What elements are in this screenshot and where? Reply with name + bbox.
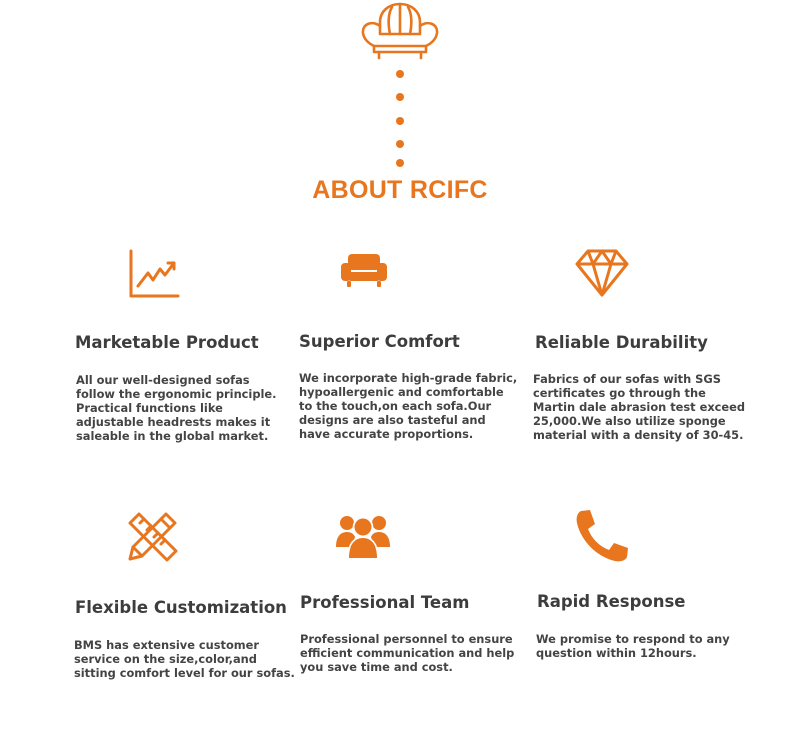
feature-title-marketable-product: Marketable Product <box>75 333 259 352</box>
team-icon <box>336 514 390 558</box>
feature-desc-reliable-durability: Fabrics of our sofas with SGS certificates go through the Martin dale abrasion test exceed 25,000.We also utilize sponge material with a density of 30-45. <box>533 372 746 442</box>
phone-icon <box>575 509 631 563</box>
feature-title-superior-comfort: Superior Comfort <box>299 332 460 351</box>
feature-desc-flexible-customization: BMS has extensive customer service on the size,color,and sitting comfort level for our sofas. <box>74 638 295 680</box>
growth-chart-icon <box>128 249 180 299</box>
pencil-ruler-icon <box>126 511 180 563</box>
section-title: ABOUT RCIFC <box>312 176 488 204</box>
diamond-icon <box>575 249 629 297</box>
feature-desc-superior-comfort: We incorporate high-grade fabric, hypoallergenic and comfortable to the touch,on each sofa.Our designs are also tasteful and have accurate proportions. <box>299 371 518 441</box>
feature-title-rapid-response: Rapid Response <box>537 592 686 611</box>
feature-title-reliable-durability: Reliable Durability <box>535 333 708 352</box>
armchair-icon <box>341 253 387 289</box>
feature-desc-rapid-response: We promise to respond to any question within 12hours. <box>536 632 730 660</box>
feature-title-flexible-customization: Flexible Customization <box>75 598 287 617</box>
feature-desc-marketable-product: All our well-designed sofas follow the ergonomic principle. Practical functions like adjustable headrests makes it saleable in the global market. <box>76 373 277 443</box>
sofa-outline-icon <box>358 0 442 64</box>
feature-title-professional-team: Professional Team <box>300 593 470 612</box>
dotted-divider <box>393 66 407 170</box>
feature-desc-professional-team: Professional personnel to ensure efficient communication and help you save time and cost. <box>300 632 515 674</box>
